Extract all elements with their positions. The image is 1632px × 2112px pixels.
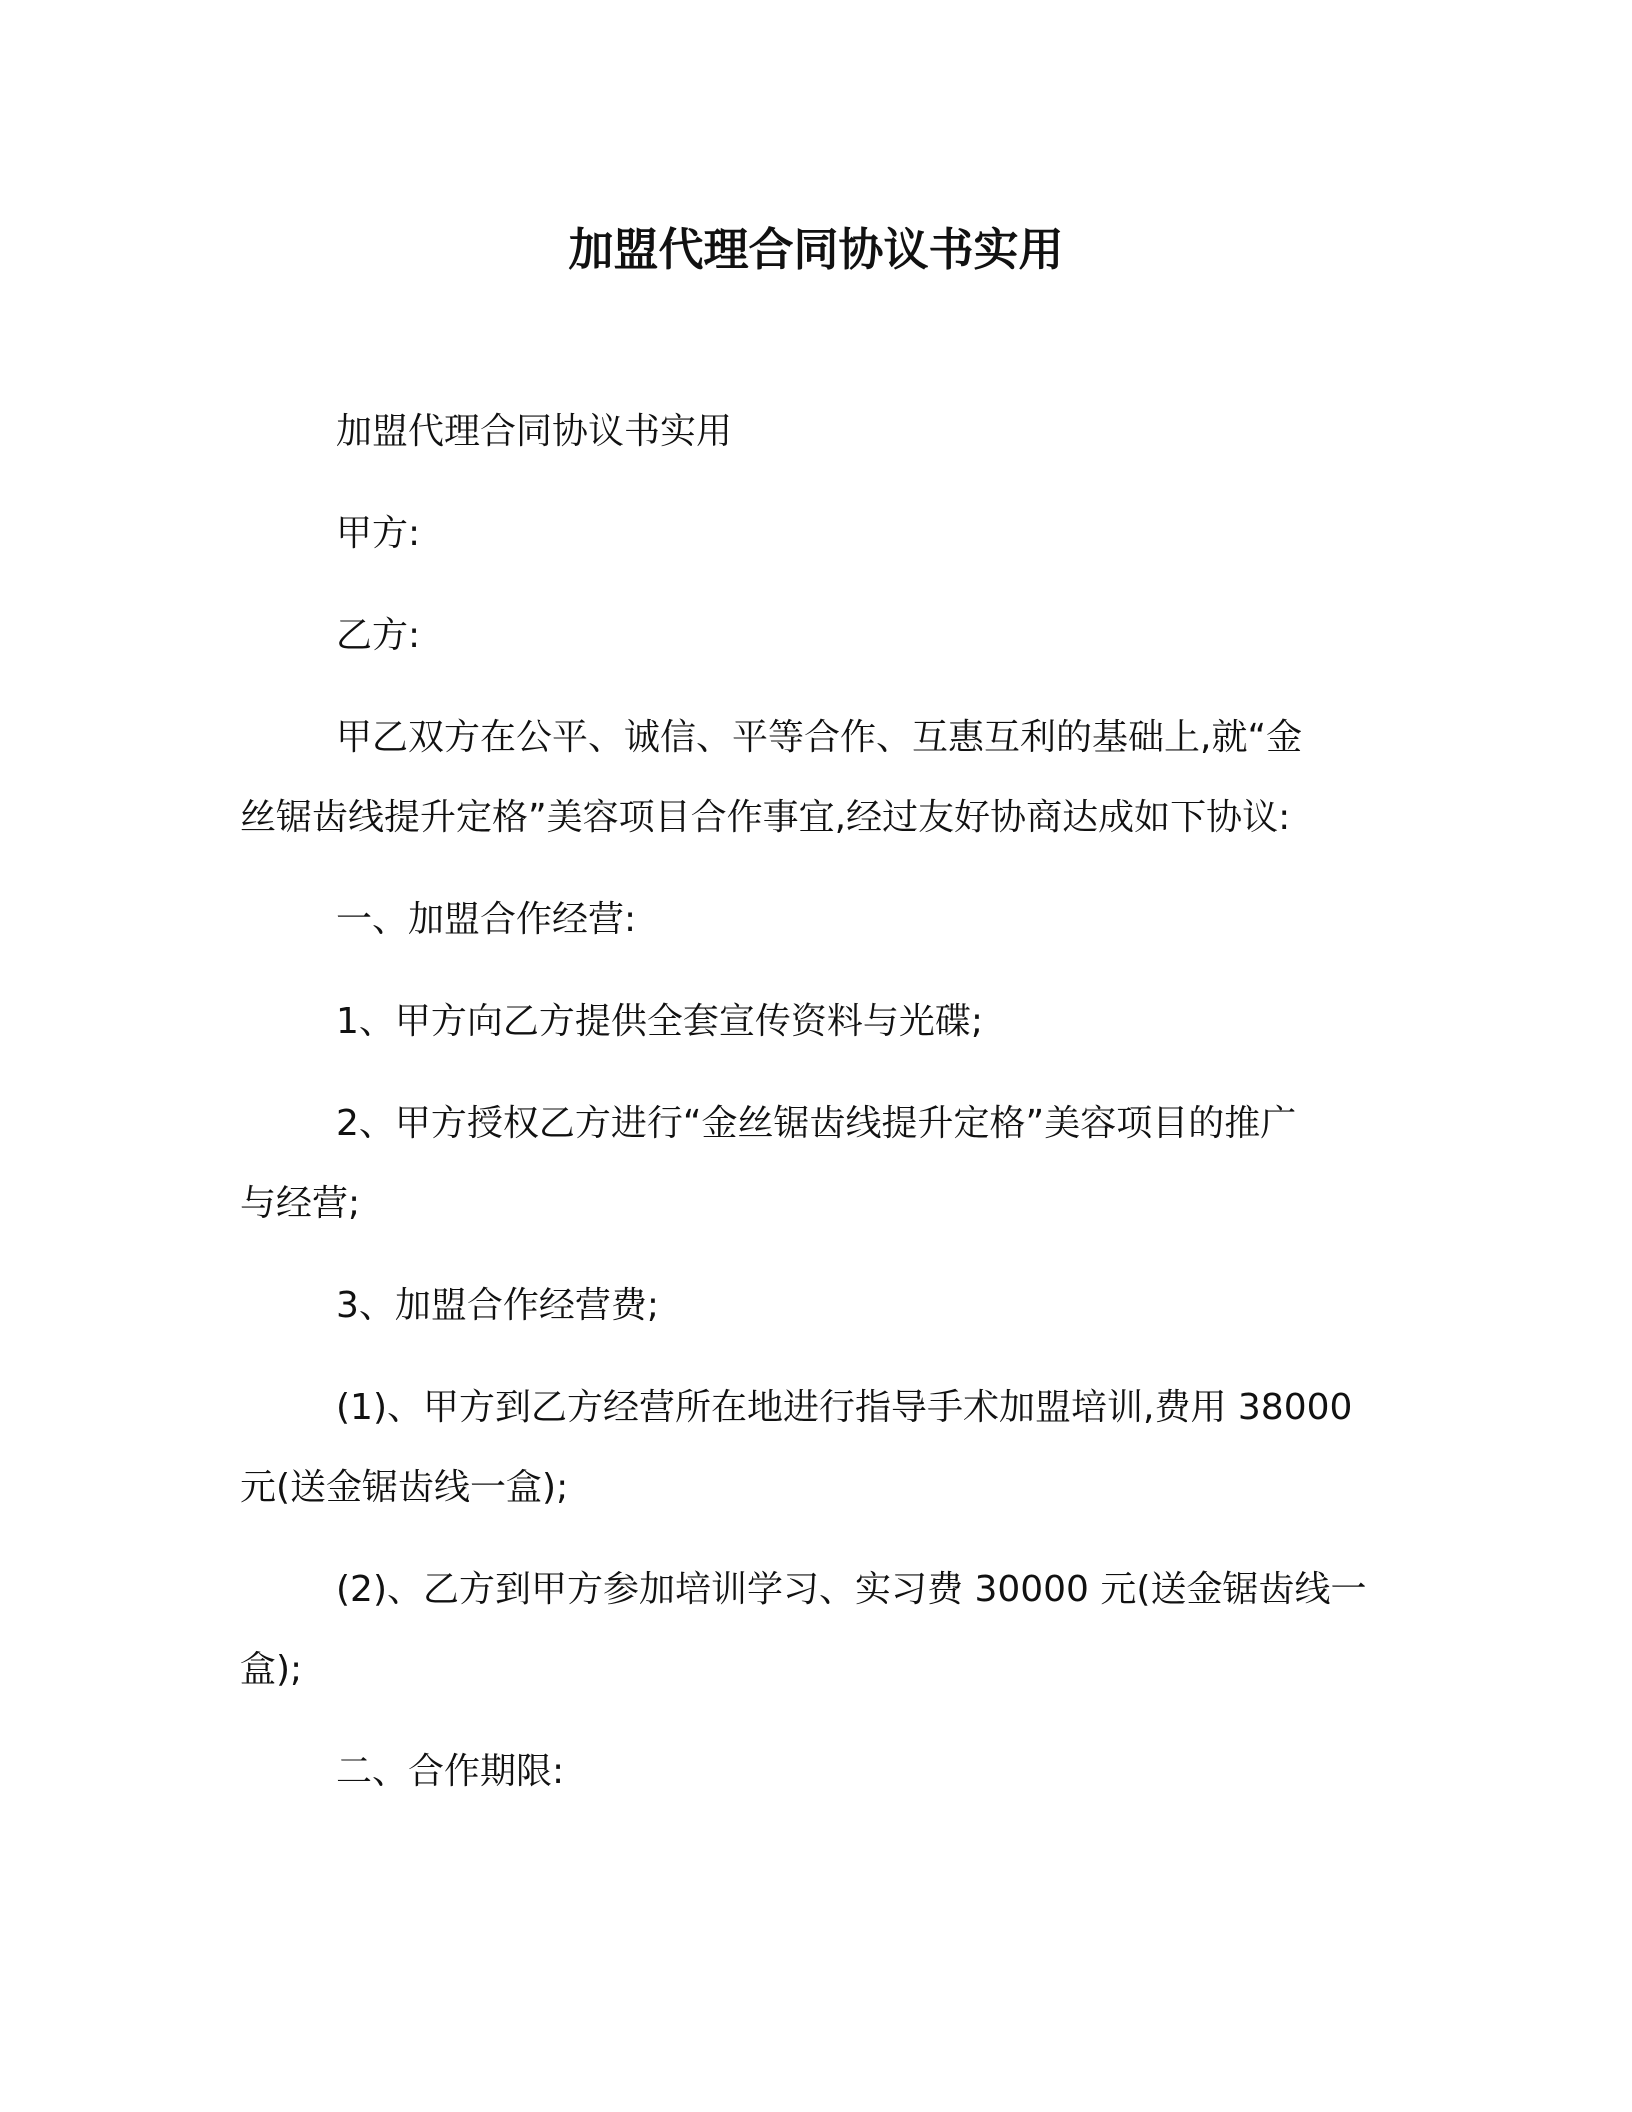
item-3-paragraph (240, 1266, 1375, 1346)
sub-item-1-paragraph (240, 1368, 1375, 1528)
item-3-text: 3、加盟合作经营费; (336, 1285, 660, 1326)
party-b-paragraph (240, 596, 1375, 676)
sub-item-2-paragraph (240, 1550, 1375, 1710)
item-1-text: 1、甲方向乙方提供全套宣传资料与光碟; (336, 1001, 984, 1042)
item-2-line-1: 2、甲方授权乙方进行“金丝锯齿线提升定格”美容项目的推广 (336, 1103, 1297, 1144)
sub-item-1-line-1: (1)、甲方到乙方经营所在地进行指导手术加盟培训,费用 38000 (336, 1387, 1353, 1428)
item-2-line-2: 与经营; (240, 1183, 361, 1224)
sub-item-2-line-2: 盒); (240, 1649, 303, 1690)
document-title: 加盟代理合同协议书实用 (568, 223, 1064, 276)
party-b-label: 乙方: (336, 615, 421, 656)
subtitle-text: 加盟代理合同协议书实用 (336, 411, 733, 452)
party-a-paragraph (240, 494, 1375, 574)
section-2-paragraph (240, 1732, 1375, 1812)
subtitle-paragraph (240, 392, 1375, 472)
sub-item-1-line-2: 元(送金锯齿线一盒); (240, 1467, 569, 1508)
item-1-paragraph (240, 982, 1375, 1062)
section-2-heading: 二、合作期限: (336, 1751, 565, 1792)
sub-item-2-line-1: (2)、乙方到甲方参加培训学习、实习费 30000 元(送金锯齿线一 (336, 1569, 1367, 1610)
party-a-label: 甲方: (336, 513, 421, 554)
item-2-paragraph (240, 1084, 1375, 1244)
intro-paragraph (240, 698, 1375, 858)
intro-line-1: 甲乙双方在公平、诚信、平等合作、互惠互利的基础上,就“金 (336, 717, 1303, 758)
intro-line-2: 丝锯齿线提升定格”美容项目合作事宜,经过友好协商达成如下协议: (240, 797, 1291, 838)
section-1-paragraph (240, 880, 1375, 960)
section-1-heading: 一、加盟合作经营: (336, 899, 637, 940)
